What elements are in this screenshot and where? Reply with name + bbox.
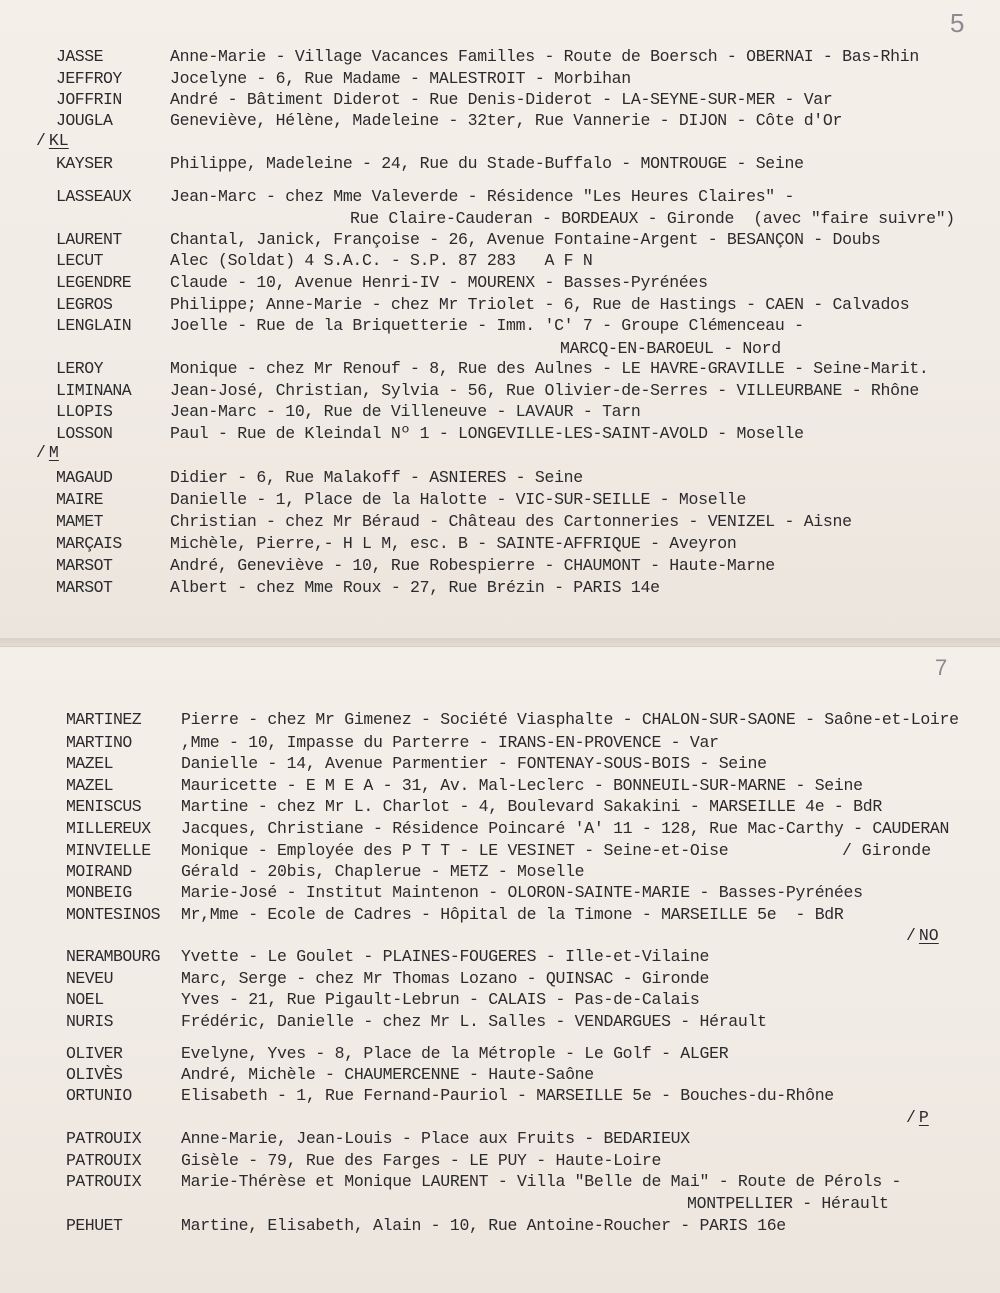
directory-entry	[0, 272, 1000, 294]
directory-entry	[0, 315, 1000, 337]
entry-surname: OLIVÈS	[66, 1065, 123, 1084]
entry-surname: MARSOT	[56, 578, 113, 597]
section-label: M	[48, 443, 59, 462]
directory-entry	[0, 250, 1000, 272]
entry-surname: PATROUIX	[66, 1129, 142, 1148]
directory-entry	[0, 423, 1000, 445]
entry-details: Mauricette - E M E A - 31, Av. Mal-Leclerc - BONNEUIL-SUR-MARNE - Seine	[181, 776, 863, 795]
entry-details: Gisèle - 79, Rue des Farges - LE PUY - Haute-Loire	[181, 1151, 662, 1170]
directory-entry	[0, 153, 1000, 175]
entry-surname: MAGAUD	[56, 468, 113, 487]
entry-details: Alec (Soldat) 4 S.A.C. - S.P. 87 283 A F N	[170, 251, 593, 270]
entry-details: MONTPELLIER - Hérault	[687, 1194, 889, 1213]
directory-entry	[0, 489, 1000, 511]
entry-details: Christian - chez Mr Béraud - Château des Cartonneries - VENIZEL - Aisne	[170, 512, 852, 531]
directory-entry	[0, 186, 1000, 208]
entry-details: Didier - 6, Rue Malakoff - ASNIERES - Seine	[170, 468, 583, 487]
bottom-page	[0, 646, 1000, 1293]
section-label: NO	[918, 926, 939, 945]
entry-details: Jean-José, Christian, Sylvia - 56, Rue Olivier-de-Serres - VILLEURBANE - Rhône	[170, 381, 919, 400]
entry-surname: LLOPIS	[56, 402, 113, 421]
entry-surname: MAZEL	[66, 754, 114, 773]
directory-entry	[0, 904, 1000, 926]
entry-details: Anne-Marie, Jean-Louis - Place aux Fruits - BEDARIEUX	[181, 1129, 690, 1148]
entry-details: Danielle - 1, Place de la Halotte - VIC-SUR-SEILLE - Moselle	[170, 490, 747, 509]
entry-details: Martine, Elisabeth, Alain - 10, Rue Antoine-Roucher - PARIS 16e	[181, 1216, 786, 1235]
entry-surname: ORTUNIO	[66, 1086, 132, 1105]
directory-entry	[0, 796, 1000, 818]
section-marker-kl: / KL	[36, 131, 69, 150]
directory-entry	[0, 358, 1000, 380]
directory-entry	[0, 511, 1000, 533]
entry-surname: MONBEIG	[66, 883, 132, 902]
entry-surname: MAMET	[56, 512, 104, 531]
entry-details: Marc, Serge - chez Mr Thomas Lozano - QUINSAC - Gironde	[181, 969, 710, 988]
directory-entry	[0, 1215, 1000, 1237]
entry-details: Jocelyne - 6, Rue Madame - MALESTROIT - Morbihan	[170, 69, 631, 88]
directory-entry	[0, 1085, 1000, 1107]
directory-entry	[0, 229, 1000, 251]
entry-surname: NERAMBOURG	[66, 947, 161, 966]
entry-surname: JEFFROY	[56, 69, 122, 88]
entry-surname: LASSEAUX	[56, 187, 132, 206]
entry-details: Chantal, Janick, Françoise - 26, Avenue Fontaine-Argent - BESANÇON - Doubs	[170, 230, 881, 249]
entry-details: Danielle - 14, Avenue Parmentier - FONTENAY-SOUS-BOIS - Seine	[181, 754, 767, 773]
entry-surname: PATROUIX	[66, 1172, 142, 1191]
directory-entry	[0, 1064, 1000, 1086]
entry-surname: MARSOT	[56, 556, 113, 575]
entry-details: Michèle, Pierre,- H L M, esc. B - SAINTE-AFFRIQUE - Aveyron	[170, 534, 737, 553]
entry-details: Marie-Thérèse et Monique LAURENT - Villa "Belle de Mai" - Route de Pérols -	[181, 1172, 902, 1191]
directory-entry	[0, 1011, 1000, 1033]
entry-details: Evelyne, Yves - 8, Place de la Métrople - Le Golf - ALGER	[181, 1044, 729, 1063]
entry-details: Jean-Marc - chez Mme Valeverde - Résidence "Les Heures Claires" -	[170, 187, 795, 206]
entry-surname: NURIS	[66, 1012, 114, 1031]
page-number: 7	[935, 655, 948, 680]
directory-entry	[0, 732, 1000, 754]
section-marker-m: / M	[36, 443, 59, 462]
entry-surname: JOUGLA	[56, 111, 113, 130]
directory-entry	[0, 1171, 1000, 1193]
directory-entry	[0, 577, 1000, 599]
entry-details: André, Michèle - CHAUMERCENNE - Haute-Saône	[181, 1065, 594, 1084]
entry-surname: PEHUET	[66, 1216, 123, 1235]
entry-details: Elisabeth - 1, Rue Fernand-Pauriol - MARSEILLE 5e - Bouches-du-Rhône	[181, 1086, 834, 1105]
entry-surname: KAYSER	[56, 154, 113, 173]
entry-details: Yvette - Le Goulet - PLAINES-FOUGERES - Ille-et-Vilaine	[181, 947, 710, 966]
entry-surname: MARÇAIS	[56, 534, 122, 553]
section-marker-no: / NO	[906, 926, 939, 945]
entry-details: Marie-José - Institut Maintenon - OLORON-SAINTE-MARIE - Basses-Pyrénées	[181, 883, 863, 902]
directory-entry	[0, 1128, 1000, 1150]
entry-details: Jean-Marc - 10, Rue de Villeneuve - LAVAUR - Tarn	[170, 402, 641, 421]
directory-entry	[0, 1150, 1000, 1172]
directory-entry	[0, 294, 1000, 316]
directory-entry	[0, 861, 1000, 883]
directory-entry-continuation	[0, 338, 1000, 360]
entry-details: Paul - Rue de Kleindal Nº 1 - LONGEVILLE-LES-SAINT-AVOLD - Moselle	[170, 424, 804, 443]
directory-entry	[0, 380, 1000, 402]
section-label: KL	[48, 131, 69, 150]
directory-entry-continuation	[0, 208, 1000, 230]
directory-entry	[0, 68, 1000, 90]
entry-details: Anne-Marie - Village Vacances Familles - Route de Boersch - OBERNAI - Bas-Rhin	[170, 47, 919, 66]
entry-details: ,Mme - 10, Impasse du Parterre - IRANS-EN-PROVENCE - Var	[181, 733, 719, 752]
entry-details: Philippe, Madeleine - 24, Rue du Stade-Buffalo - MONTROUGE - Seine	[170, 154, 804, 173]
entry-details: Rue Claire-Cauderan - BORDEAUX - Gironde (avec "faire suivre")	[350, 209, 955, 228]
entry-details: Frédéric, Danielle - chez Mr L. Salles - VENDARGUES - Hérault	[181, 1012, 767, 1031]
entry-surname: MAZEL	[66, 776, 114, 795]
directory-entry	[0, 555, 1000, 577]
directory-entry	[0, 46, 1000, 68]
entry-surname: MAIRE	[56, 490, 104, 509]
side-note: / Gironde	[842, 841, 932, 860]
entry-surname: MOIRAND	[66, 862, 132, 881]
entry-details: Jacques, Christiane - Résidence Poincaré 'A' 11 - 128, Rue Mac-Carthy - CAUDERAN	[181, 819, 950, 838]
entry-surname: NEVEU	[66, 969, 114, 988]
entry-details: André - Bâtiment Diderot - Rue Denis-Diderot - LA-SEYNE-SUR-MER - Var	[170, 90, 833, 109]
directory-entry	[0, 753, 1000, 775]
entry-details: MARCQ-EN-BAROEUL - Nord	[560, 339, 781, 358]
entry-surname: MONTESINOS	[66, 905, 161, 924]
directory-entry	[0, 533, 1000, 555]
directory-entry	[0, 968, 1000, 990]
entry-details: Joelle - Rue de la Briquetterie - Imm. 'C' 7 - Groupe Clémenceau -	[170, 316, 804, 335]
entry-surname: MINVIELLE	[66, 841, 151, 860]
entry-surname: JOFFRIN	[56, 90, 122, 109]
directory-entry	[0, 775, 1000, 797]
directory-entry	[0, 401, 1000, 423]
directory-entry	[0, 110, 1000, 132]
entry-surname: LOSSON	[56, 424, 113, 443]
entry-details: Geneviève, Hélène, Madeleine - 32ter, Rue Vannerie - DIJON - Côte d'Or	[170, 111, 843, 130]
entry-surname: MARTINO	[66, 733, 132, 752]
directory-entry	[0, 709, 1000, 731]
directory-entry	[0, 467, 1000, 489]
entry-details: Monique - chez Mr Renouf - 8, Rue des Aulnes - LE HAVRE-GRAVILLE - Seine-Marit.	[170, 359, 929, 378]
entry-details: Albert - chez Mme Roux - 27, Rue Brézin - PARIS 14e	[170, 578, 660, 597]
directory-entry	[0, 989, 1000, 1011]
entry-details: Yves - 21, Rue Pigault-Lebrun - CALAIS - Pas-de-Calais	[181, 990, 700, 1009]
entry-surname: LEGENDRE	[56, 273, 132, 292]
entry-surname: LEROY	[56, 359, 104, 378]
entry-surname: MENISCUS	[66, 797, 142, 816]
section-marker-p: / P	[906, 1108, 929, 1127]
directory-entry	[0, 840, 1000, 862]
entry-surname: JASSE	[56, 47, 104, 66]
entry-details: Philippe; Anne-Marie - chez Mr Triolet - 6, Rue de Hastings - CAEN - Calvados	[170, 295, 910, 314]
directory-entry-continuation	[0, 1193, 1000, 1215]
entry-details: André, Geneviève - 10, Rue Robespierre - CHAUMONT - Haute-Marne	[170, 556, 775, 575]
entry-details: Monique - Employée des P T T - LE VESINET - Seine-et-Oise	[181, 841, 729, 860]
entry-details: Claude - 10, Avenue Henri-IV - MOURENX - Basses-Pyrénées	[170, 273, 708, 292]
entry-details: Mr,Mme - Ecole de Cadres - Hôpital de la Timone - MARSEILLE 5e - BdR	[181, 905, 844, 924]
entry-surname: LAURENT	[56, 230, 122, 249]
entry-surname: MARTINEZ	[66, 710, 142, 729]
directory-entry	[0, 89, 1000, 111]
entry-details: Gérald - 20bis, Chaplerue - METZ - Moselle	[181, 862, 585, 881]
entry-details: Pierre - chez Mr Gimenez - Société Viasphalte - CHALON-SUR-SAONE - Saône-et-Loire	[181, 710, 959, 729]
entry-surname: NOEL	[66, 990, 104, 1009]
entry-surname: MILLEREUX	[66, 819, 151, 838]
entry-surname: PATROUIX	[66, 1151, 142, 1170]
entry-surname: LIMINANA	[56, 381, 132, 400]
directory-entry	[0, 818, 1000, 840]
directory-entry	[0, 1043, 1000, 1065]
section-label: P	[918, 1108, 929, 1127]
directory-entry	[0, 946, 1000, 968]
entry-surname: LECUT	[56, 251, 104, 270]
entry-surname: OLIVER	[66, 1044, 123, 1063]
top-page	[0, 0, 1000, 640]
entry-surname: LENGLAIN	[56, 316, 132, 335]
entry-details: Martine - chez Mr L. Charlot - 4, Boulevard Sakakini - MARSEILLE 4e - BdR	[181, 797, 882, 816]
entry-surname: LEGROS	[56, 295, 113, 314]
page-number: 5	[950, 8, 965, 38]
directory-entry	[0, 882, 1000, 904]
